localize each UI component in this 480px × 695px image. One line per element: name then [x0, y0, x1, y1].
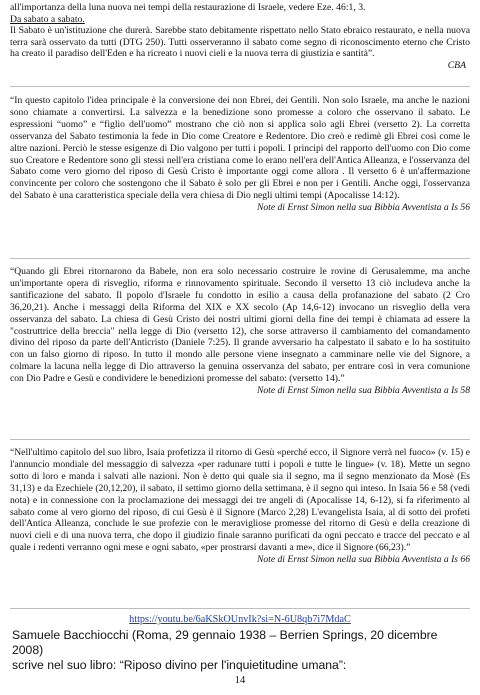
intro-paragraph: Il Sabato è un'istituzione che durerà. Sarebbe stato debitamente rispettato nello Stato ebraico restaurato, e nella nuova terra sarà osservato da tutti (DTG 250). Tutti osserveranno il sabato come segno di riconoscimento eterno che Cristo ha creato il paradiso dell'Eden e ha ricreato i nuovi cieli e la nuova terra di giustizia e santità”.: [10, 25, 470, 60]
quote-block-is56: [10, 95, 470, 214]
quote-block-is58: [10, 266, 470, 397]
footer-citation: [12, 628, 470, 673]
section-heading: Da sabato a sabato.: [10, 13, 85, 25]
intro-block: [10, 2, 470, 72]
intro-line: all'importanza della luna nuova nei tempi della restaurazione di Israele, vedere Eze. 46:1, 3.: [10, 2, 366, 13]
quote-attribution: Note di Ernst Simon nella sua Bibbia Avventista a Is 56: [256, 202, 470, 214]
page-number: 14: [234, 675, 246, 686]
divider: [10, 86, 470, 87]
signature: CBA: [447, 59, 466, 71]
quote-text: “Quando gli Ebrei ritornarono da Babele, non era solo necessario costruire le rovine di Gerusalemme, ma anche un'importante opera di risveglio, riforma e rinnovamento spirituale. Secondo il versetto 13 ciò includeva anche la santificazione del sabato. Il popolo d'Israele fu condotto in esilio a causa della profanazione del sabato (2 Cro 36,20,21). Anche i messaggi della Riforma del XIX e XX secolo (Ap 14,6-12) invocano un risveglio della vera osservanza del sabato. La chiesa di Gesù Cristo dei nostri ultimi giorni della fine dei tempi è chiamata ad essere la "costruttrice della breccia" nella legge di Dio (versetto 12), che sorse attraverso il cambiamento del comandamento divino del riposo da parte dell'Anticristo (Daniele 7:25). Il grande avversario ha calpestato il sabato e lo ha sostituito con un falso giorno di riposo. In tutto il mondo alle persone viene insegnato a camminare nelle vie del Signore, a colmare la lacuna nella legge di Dio attraverso la genuina osservanza del sabato, per entrare così in vera comunione con Dio Padre e Gesù e condividere le benedizioni promesse del sabato: (versetto 14).”: [10, 266, 470, 385]
quote-text: “In questo capitolo l'idea principale è la conversione dei non Ebrei, dei Gentili. Non solo Israele, ma anche le nazioni sono chiamate a convertirsi. La salvezza e la benedizione sono promesse a coloro che osservano il sabato. Le espressioni “uomo” e “figlio dell'uomo” mostrano che ciò non si applica solo agli Ebrei (versetto 2). La corretta osservanza del Sabato testimonia la fede in Dio come Creatore e Redentore. Dio creò e redimè gli Ebrei così come le altre nazioni. Perciò le stesse esigenze di Dio valgono per tutti i popoli. I principi del rapporto dell'uomo con Dio come suo Creatore e Redentore sono gli stessi nell'era cristiana come lo erano nell'era dell'Antica Alleanza, e l'osservanza del Sabato come vero giorno del riposo di Gesù Cristo è importante oggi come allora . Il versetto 6 è un'affermazione convincente per coloro che sostengono che il Sabato è solo per gli Ebrei e non per i Gentili. Anche oggi, l'osservanza del Sabato è una caratteristica speciale della vera chiesa di Dio negli ultimi tempi (Apocalisse 14:12).: [10, 95, 470, 202]
quote-attribution: Note di Ernst Simon nella sua Bibbia Avventista a Is 66: [256, 554, 470, 566]
divider: [10, 258, 470, 259]
signature-row: [10, 60, 470, 72]
quote-text: “Nell'ultimo capitolo del suo libro, Isaia profetizza il ritorno di Gesù «perché ecco, il Signore verrà nel fuoco» (v. 15) e l'annuncio mondiale del messaggio di salvezza «per radunare tutti i popoli e tutte le lingue» (v. 18). Mette un segno sotto di loro e manda i salvati alle nazioni. Non è detto qui quale sia il segno, ma il segno menzionato da Mosè (Es 31,13) e da Ezechiele (20,12,20), il sabato, il settimo giorno della settimana, è il segno qui inteso. In Isaia 56 e 58 (vedi nota) e in connessione con la proclamazione dei messaggi dei tre angeli di (Apocalisse 14, 6-12), si fa riferimento al sabato come al vero giorno del riposo, di cui Gesù è il Signore (Marco 2,28) L'evangelista Isaia, al di sotto dei profeti dell'Antica Alleanza, conclude le sue profezie con le meravigliose promesse del ritorno di Gesù e della creazione di nuovi cieli e di una nuova terra, che dopo il giudizio finale saranno purificati da ogni peccato e tracce del peccato e al quale i redenti verranno ogni mese e ogni sabato, «per prostrarsi davanti a me», dice il Signore (66,23).”: [10, 447, 470, 554]
divider: [10, 608, 470, 609]
quote-attribution: Note di Ernst Simon nella sua Bibbia Avventista a Is 58: [256, 385, 470, 397]
quote-block-is66: [10, 447, 470, 566]
footer-line-1: Samuele Bacchiocchi (Roma, 29 gennaio 1938 – Berrien Springs, 20 dicembre 2008): [12, 628, 438, 657]
divider: [10, 439, 470, 440]
youtube-link[interactable]: https://youtu.be/6aKSkOUnvIk?si=N-6U8qb7i7MdaC: [129, 614, 351, 625]
footer-line-2: scrive nel suo libro: “Riposo divino per l'inquietitudine umana”:: [12, 658, 347, 672]
